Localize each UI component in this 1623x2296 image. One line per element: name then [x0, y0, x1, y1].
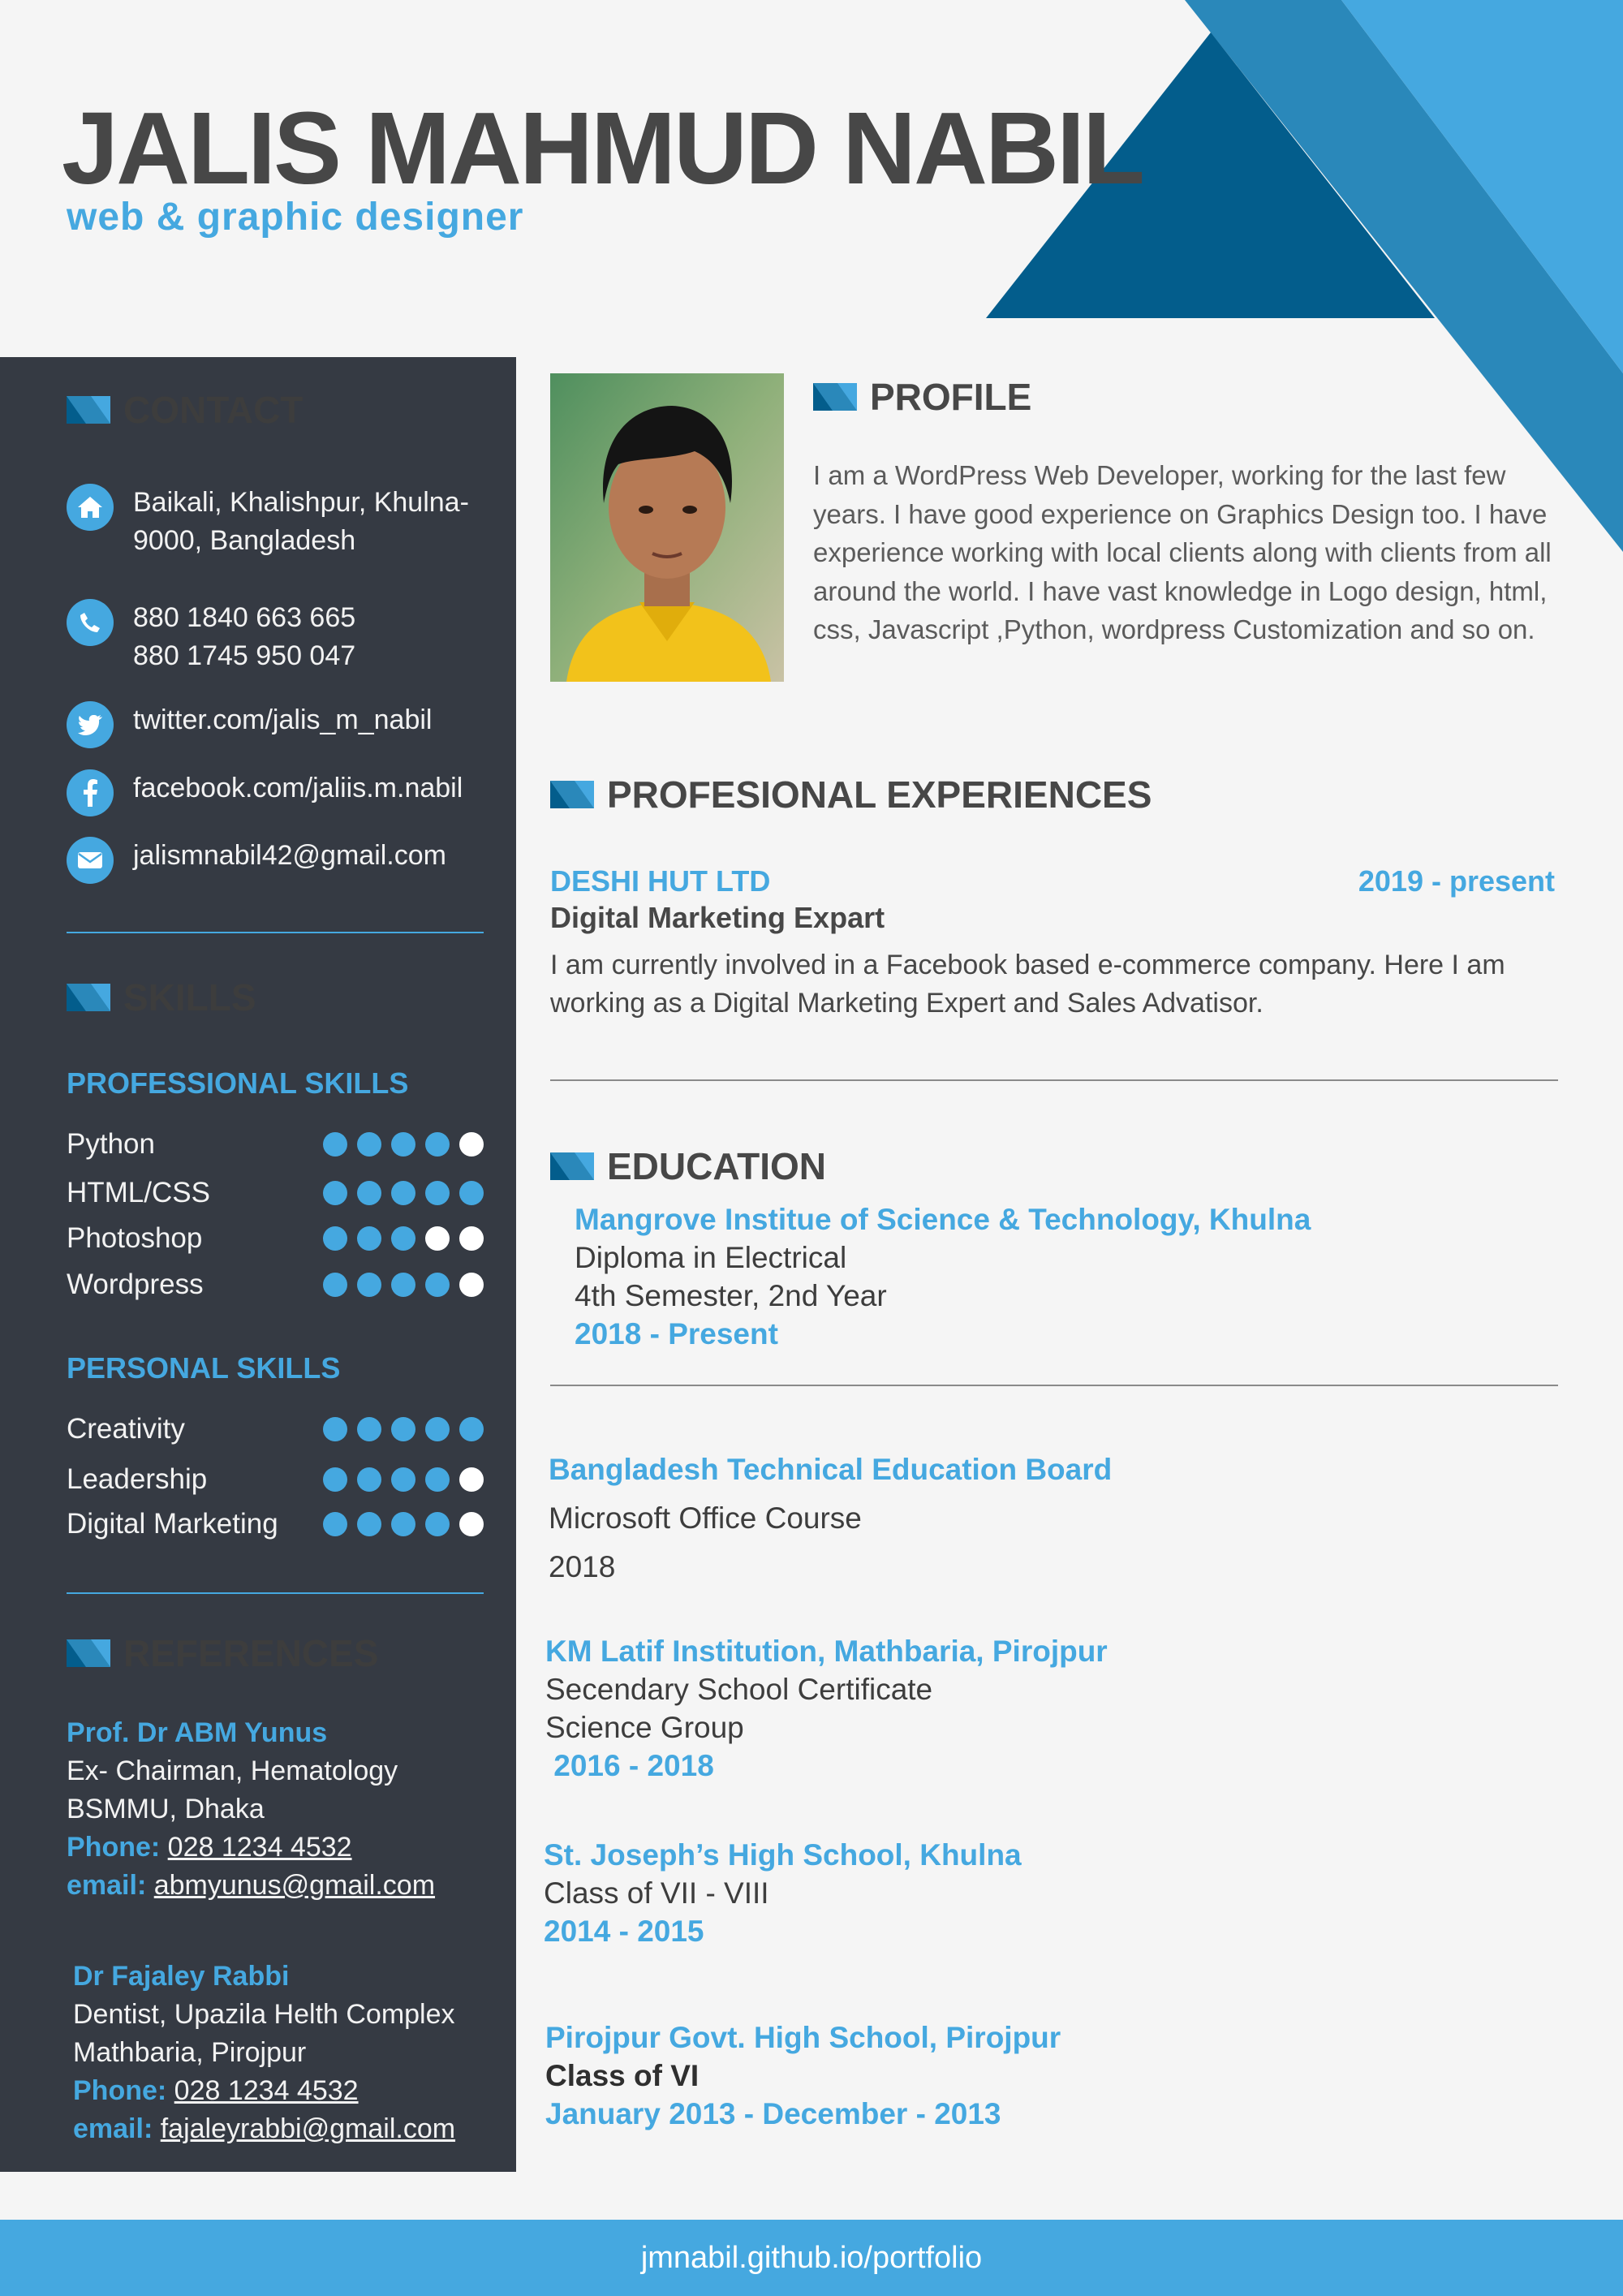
experience-heading: PROFESIONAL EXPERIENCES: [550, 773, 1152, 816]
facebook-icon: [67, 769, 114, 816]
reference-location: Mathbaria, Pirojpur: [73, 2037, 307, 2068]
section-flag-icon: [550, 781, 594, 808]
profile-photo: [550, 373, 784, 682]
rating-dot-filled: [425, 1181, 450, 1205]
personal-skills-heading: PERSONAL SKILLS: [67, 1351, 341, 1385]
rating-dot-filled: [391, 1226, 415, 1251]
address-line-1: Baikali, Khalishpur, Khulna-: [133, 487, 469, 518]
section-divider: [550, 1079, 1558, 1081]
rating-dot-filled: [425, 1512, 450, 1536]
education-item: [544, 1836, 1022, 1950]
phone-1[interactable]: 880 1840 663 665: [133, 602, 356, 633]
rating-dot-filled: [323, 1181, 347, 1205]
education-degree: Diploma in Electrical: [575, 1241, 847, 1274]
education-institution: St. Joseph’s High School, Khulna: [544, 1838, 1022, 1872]
rating-dot-filled: [323, 1417, 347, 1441]
education-degree: Class of VI: [545, 2059, 700, 2092]
skill-row: [67, 1222, 484, 1255]
experience-role: Digital Marketing Expart: [550, 901, 885, 934]
rating-dot-filled: [357, 1132, 381, 1157]
reference-position: Dentist, Upazila Helth Complex: [73, 1999, 455, 2030]
references-heading: REFERENCES: [67, 1631, 378, 1675]
education-heading: EDUCATION: [550, 1144, 826, 1188]
rating-dot-filled: [425, 1417, 450, 1441]
profile-heading: PROFILE: [813, 375, 1031, 419]
email-link[interactable]: jalismnabil42@gmail.com: [133, 840, 446, 871]
education-detail: 4th Semester, 2nd Year: [575, 1279, 887, 1312]
rating-dot-filled: [323, 1226, 347, 1251]
education-item: [545, 1632, 1108, 1785]
rating-dot-filled: [425, 1273, 450, 1297]
twitter-link[interactable]: twitter.com/jalis_m_nabil: [133, 704, 433, 735]
skill-rating: [323, 1226, 484, 1251]
rating-dot-filled: [357, 1512, 381, 1536]
rating-dot-empty: [459, 1273, 484, 1297]
rating-dot-empty: [425, 1226, 450, 1251]
section-flag-icon: [550, 1152, 594, 1180]
section-flag-icon: [67, 984, 110, 1011]
skill-name: Creativity: [67, 1413, 185, 1445]
education-period: 2016 - 2018: [545, 1749, 714, 1782]
contact-heading: CONTACT: [67, 388, 303, 432]
skill-rating: [323, 1132, 484, 1157]
education-period: January 2013 - December - 2013: [545, 2097, 1001, 2130]
reference-item: [67, 1714, 435, 1905]
rating-dot-filled: [391, 1467, 415, 1492]
experience-period: 2019 - present: [1358, 864, 1555, 898]
skill-name: HTML/CSS: [67, 1177, 210, 1208]
rating-dot-filled: [357, 1467, 381, 1492]
rating-dot-filled: [425, 1132, 450, 1157]
rating-dot-filled: [391, 1512, 415, 1536]
contact-email: [67, 837, 446, 884]
portfolio-link[interactable]: jmnabil.github.io/portfolio: [640, 2240, 983, 2275]
rating-dot-filled: [391, 1417, 415, 1441]
education-period: 2018 - Present: [575, 1317, 778, 1350]
contact-address: [67, 484, 469, 560]
phone-2[interactable]: 880 1745 950 047: [133, 640, 356, 671]
contact-facebook: [67, 769, 463, 816]
skill-rating: [323, 1273, 484, 1297]
phone-icon: [67, 599, 114, 646]
rating-dot-empty: [459, 1512, 484, 1536]
section-flag-icon: [67, 1639, 110, 1667]
skill-row: [67, 1508, 484, 1540]
reference-item: [73, 1958, 455, 2148]
reference-email[interactable]: fajaleyrabbi@gmail.com: [160, 2113, 456, 2144]
rating-dot-empty: [459, 1132, 484, 1157]
skills-heading: SKILLS: [67, 976, 256, 1019]
rating-dot-filled: [459, 1417, 484, 1441]
sidebar-divider: [67, 1592, 484, 1594]
reference-phone[interactable]: 028 1234 4532: [174, 2075, 359, 2106]
skill-rating: [323, 1467, 484, 1492]
skill-row: [67, 1463, 484, 1496]
twitter-icon: [67, 701, 114, 748]
email-label: email:: [73, 2113, 153, 2144]
rating-dot-filled: [425, 1467, 450, 1492]
education-period: 2014 - 2015: [544, 1915, 704, 1948]
reference-email[interactable]: abmyunus@gmail.com: [153, 1870, 436, 1901]
reference-name: Dr Fajaley Rabbi: [73, 1961, 290, 1992]
education-detail: Science Group: [545, 1711, 744, 1744]
skill-rating: [323, 1417, 484, 1441]
rating-dot-filled: [323, 1467, 347, 1492]
profile-summary: I am a WordPress Web Developer, working for the last few years. I have good experience on Graphics Design too. I have experience working with local clients along with clients from all around the world. I have vast knowledge in Logo design, html, css, Javascript ,Python, wordpress Customization and so on.: [813, 460, 1552, 644]
skill-name: Digital Marketing: [67, 1508, 278, 1540]
reference-position: Ex- Chairman, Hematology: [67, 1755, 398, 1786]
footer: [0, 2220, 1623, 2296]
education-period: 2018: [549, 1550, 616, 1583]
email-label: email:: [67, 1870, 147, 1901]
experience-company: DESHI HUT LTD: [550, 864, 771, 898]
reference-location: BSMMU, Dhaka: [67, 1794, 265, 1824]
education-institution: Pirojpur Govt. High School, Pirojpur: [545, 2021, 1061, 2054]
skill-row: [67, 1128, 484, 1161]
rating-dot-filled: [357, 1181, 381, 1205]
section-flag-icon: [67, 396, 110, 424]
rating-dot-filled: [391, 1132, 415, 1157]
skill-row: [67, 1269, 484, 1301]
skill-rating: [323, 1512, 484, 1536]
education-degree: Microsoft Office Course: [549, 1501, 862, 1535]
education-institution: Mangrove Institue of Science & Technology, Khulna: [575, 1203, 1311, 1236]
rating-dot-filled: [391, 1273, 415, 1297]
education-item: [545, 2018, 1061, 2133]
sidebar-divider: [67, 932, 484, 933]
education-degree: Class of VII - VIII: [544, 1876, 769, 1910]
skill-rating: [323, 1181, 484, 1205]
rating-dot-filled: [323, 1273, 347, 1297]
home-icon: [67, 484, 114, 531]
skill-name: Wordpress: [67, 1269, 204, 1300]
skill-row: [67, 1177, 484, 1209]
reference-phone[interactable]: 028 1234 4532: [167, 1832, 352, 1863]
contact-phone: [67, 599, 355, 675]
education-institution: KM Latif Institution, Mathbaria, Pirojpur: [545, 1635, 1108, 1668]
experience-description: I am currently involved in a Facebook based e-commerce company. Here I am working as a Digital Marketing Expert and Sales Advatisor.: [550, 950, 1505, 1019]
education-degree: Secendary School Certificate: [545, 1673, 933, 1706]
rating-dot-filled: [323, 1132, 347, 1157]
section-divider: [550, 1385, 1558, 1386]
phone-label: Phone:: [67, 1832, 161, 1863]
skill-row: [67, 1413, 484, 1445]
education-item: [549, 1445, 1112, 1592]
skill-name: Python: [67, 1128, 155, 1160]
rating-dot-empty: [459, 1467, 484, 1492]
candidate-title: web & graphic designer: [67, 196, 524, 239]
reference-name: Prof. Dr ABM Yunus: [67, 1717, 328, 1748]
rating-dot-filled: [357, 1273, 381, 1297]
rating-dot-empty: [459, 1226, 484, 1251]
candidate-name: JALIS MAHMUD NABIL: [62, 91, 1143, 205]
address-line-2: 9000, Bangladesh: [133, 525, 356, 556]
facebook-link[interactable]: facebook.com/jaliis.m.nabil: [133, 773, 463, 803]
rating-dot-filled: [357, 1226, 381, 1251]
skill-name: Leadership: [67, 1463, 208, 1495]
rating-dot-filled: [357, 1417, 381, 1441]
skill-name: Photoshop: [67, 1222, 203, 1254]
envelope-icon: [67, 837, 114, 884]
education-institution: Bangladesh Technical Education Board: [549, 1453, 1113, 1486]
rating-dot-filled: [323, 1512, 347, 1536]
phone-label: Phone:: [73, 2075, 167, 2106]
professional-skills-heading: PROFESSIONAL SKILLS: [67, 1066, 409, 1100]
section-flag-icon: [813, 383, 857, 411]
education-item: [575, 1200, 1311, 1353]
contact-twitter: [67, 701, 432, 748]
rating-dot-filled: [459, 1181, 484, 1205]
rating-dot-filled: [391, 1181, 415, 1205]
